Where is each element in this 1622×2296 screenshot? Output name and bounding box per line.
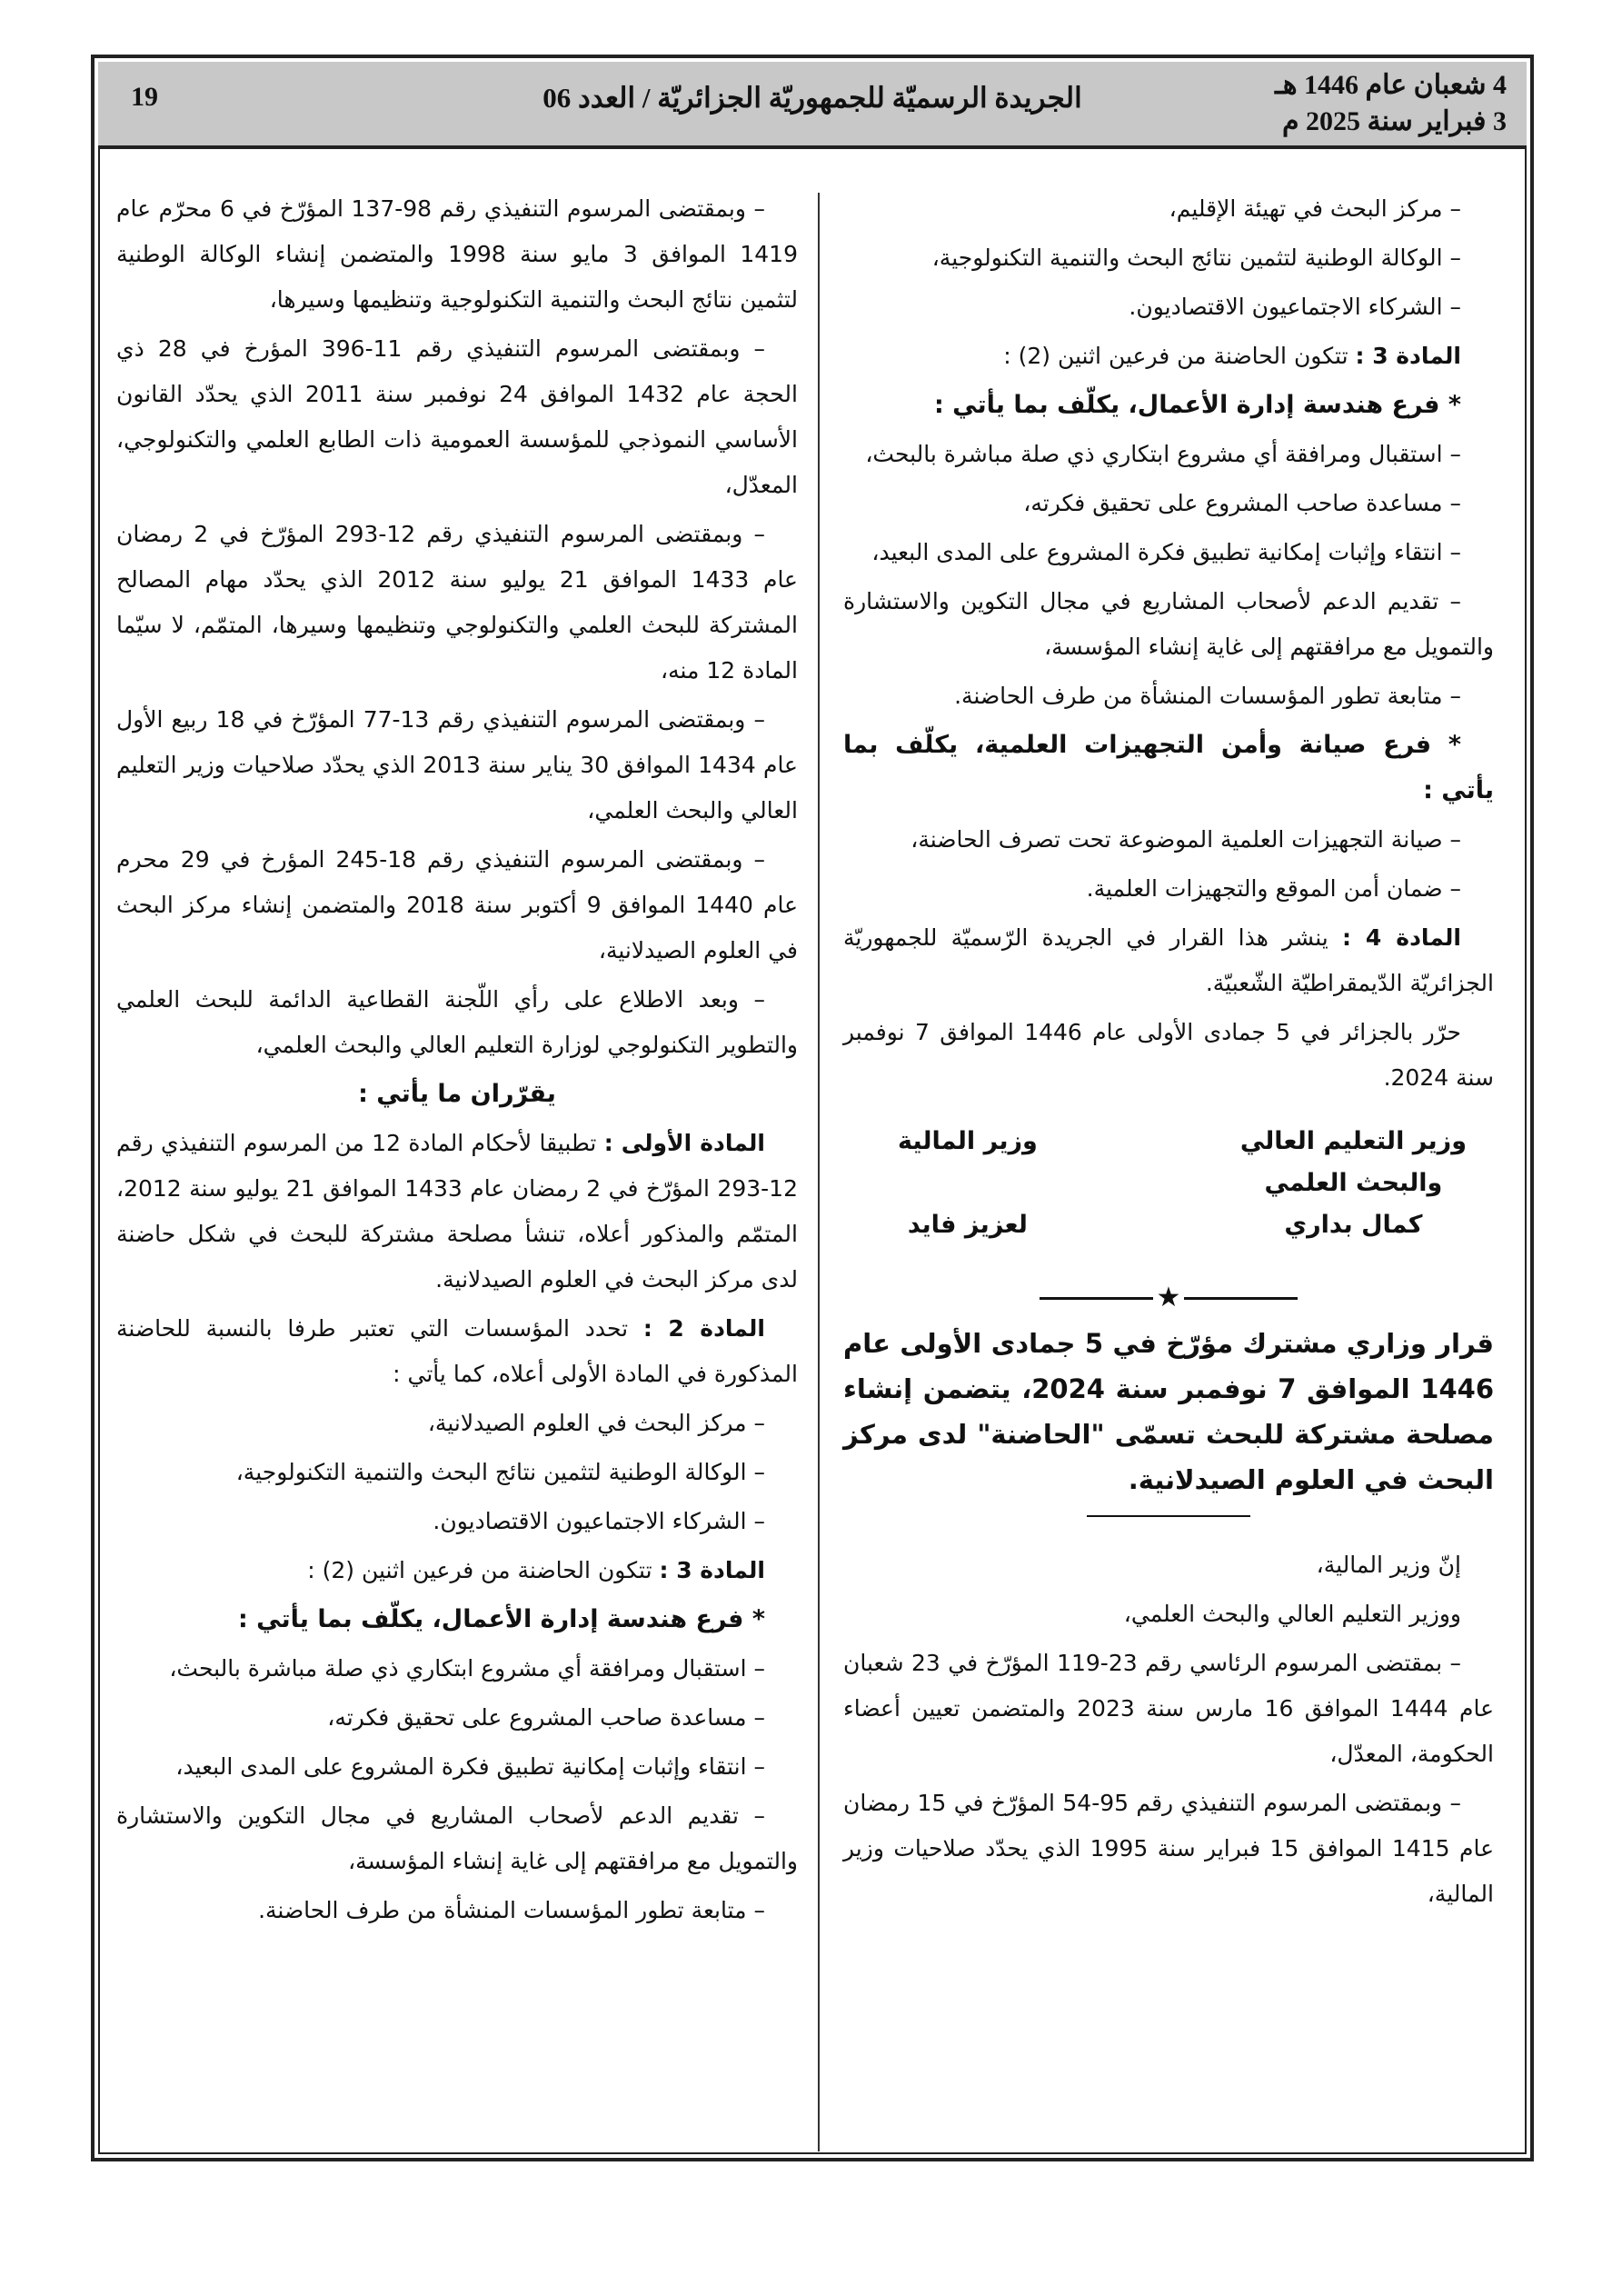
paragraph [843,1542,1494,1588]
paragraph-text: حرّر بالجزائر في 5 جمادى الأولى عام 1446 الموافق 7 نوفمبر سنة 2024. [843,1019,1494,1091]
separator-line [1040,1297,1153,1300]
paragraph-text: – الشركاء الاجتماعيون الاقتصاديون. [1129,294,1461,320]
paragraph [116,1597,798,1642]
paragraph-text: يكلّف بما يأتي : [237,1605,433,1633]
paragraph-text: – تقديم الدعم لأصحاب المشاريع في مجال التكوين والاستشارة والتمويل مع مرافقتهم إلى غاية إنشاء المؤسسة، [843,588,1494,660]
left-column-text [116,186,798,1933]
paragraph-text: – تقديم الدعم لأصحاب المشاريع في مجال التكوين والاستشارة والتمويل مع مرافقتهم إلى غاية إنشاء المؤسسة، [116,1802,798,1874]
right-column-bottom-text [843,1542,1494,1917]
paragraph [116,1695,798,1741]
paragraph-text: – مركز البحث في العلوم الصيدلانية، [427,1410,765,1436]
paragraph [843,1592,1494,1637]
paragraph [843,1010,1494,1101]
paragraph-text: – وبمقتضى المرسوم التنفيذي رقم 12-293 المؤرّخ في 2 رمضان عام 1433 الموافق 21 يوليو سنة 2012 الذي يحدّد مهام المصالح المشتركة للبحث العلمي والتكنولوجي وتنظيمها وسيرها، المتمّم، لا سيّما المادة 12 منه، [116,521,798,684]
paragraph-text: تتكون الحاضنة من فرعين اثنين (2) : [307,1557,660,1583]
paragraph-text: – استقبال ومرافقة أي مشروع ابتكاري ذي صلة مباشرة بالبحث، [169,1655,765,1682]
signature-title: وزير التعليم العالي [1239,1127,1467,1155]
paragraph-text: – الوكالة الوطنية لتثمين نتائج البحث والتنمية التكنولوجية، [235,1459,765,1485]
paragraph [116,1499,798,1544]
paragraph [843,579,1494,670]
paragraph [843,915,1494,1006]
paragraph [116,697,798,834]
paragraph-text: – وبمقتضى المرسوم التنفيذي رقم 95-54 المؤرّخ في 15 رمضان عام 1415 الموافق 15 فبراير سنة 1995 الذي يحدّد صلاحيات وزير المالية، [843,1790,1494,1907]
paragraph-text: – وبمقتضى المرسوم التنفيذي رقم 11-396 المؤرخ في 28 ذي الحجة عام 1432 الموافق 24 نوفمبر سنة 2011 الذي يحدّد القانون الأساسي النموذجي للمؤسسة العمومية ذات الطابع العلمي والتكنولوجي، المعدّل، [116,335,798,498]
paragraph [843,530,1494,575]
paragraph-text: تطبيقا لأحكام المادة 12 من المرسوم التنفيذي رقم 12-293 المؤرّخ في 2 رمضان عام 1433 الموافق 21 يوليو سنة 2012، المتمّم والمذكور أعلاه، تنشأ مصلحة مشتركة للبحث في شكل حاضنة لدى مركز البحث في العلوم الصيدلانية. [116,1130,798,1293]
paragraph [116,1744,798,1790]
article-label: المادة الأولى : [603,1130,765,1156]
paragraph [116,1401,798,1446]
paragraph-text: – مساعدة صاحب المشروع على تحقيق فكرته، [327,1704,765,1731]
signatures [898,1121,1467,1246]
paragraph [116,186,798,323]
paragraph [116,512,798,694]
paragraph-text: – متابعة تطور المؤسسات المنشأة من طرف الحاضنة. [258,1897,765,1923]
paragraph-text: – الشركاء الاجتماعيون الاقتصاديون. [433,1508,765,1534]
gregorian-date: 3 فبراير سنة 2025 م [1281,106,1507,136]
paragraph-text: تتكون الحاضنة من فرعين اثنين (2) : [1003,343,1356,369]
paragraph-text: – انتقاء وإثبات إمكانية تطبيق فكرة المشروع على المدى البعيد، [871,539,1461,565]
paragraph [116,1888,798,1933]
paragraph-text: – انتقاء وإثبات إمكانية تطبيق فكرة المشروع على المدى البعيد، [175,1753,765,1780]
paragraph [843,334,1494,379]
article-label: المادة 4 : [1341,924,1461,951]
article-label: المادة 3 : [1355,343,1461,369]
signature-title: والبحث العلمي [1264,1169,1443,1197]
paragraph-text: إنّ وزير المالية، [1316,1552,1461,1578]
right-column-top-text [843,186,1494,1101]
article-label: يقرّران ما يأتي : [358,1080,556,1108]
paragraph-text: – متابعة تطور المؤسسات المنشأة من طرف الحاضنة. [954,683,1461,709]
paragraph-text: – وبعد الاطلاع على رأي اللّجنة القطاعية الدائمة للبحث العلمي والتطوير التكنولوجي لوزارة التعليم العالي والبحث العلمي، [116,986,798,1058]
paragraph-text: – استقبال ومرافقة أي مشروع ابتكاري ذي صلة مباشرة بالبحث، [865,441,1461,467]
paragraph [843,817,1494,863]
decree-title: قرار وزاري مشترك مؤرّخ في 5 جمادى الأولى عام 1446 الموافق 7 نوفمبر سنة 2024، يتضمن إنشاء مصلحة مشتركة للبحث تسمّى "الحاضنة" لدى مركز البحث في العلوم الصيدلانية. [843,1328,1494,1495]
signature-finance-minister [898,1121,1038,1246]
paragraph-text: – مركز البحث في تهيئة الإقليم، [1169,195,1461,222]
signature-higher-education-minister [1240,1121,1467,1246]
paragraph [843,674,1494,719]
paragraph [116,1646,798,1692]
paragraph-text: – وبمقتضى المرسوم التنفيذي رقم 98-137 المؤرّخ في 6 محرّم عام 1419 الموافق 3 مايو سنة 1998 والمتضمن إنشاء الوكالة الوطنية لتثمين نتائج البحث والتنمية التكنولوجية وتنظيمها وسيرها، [116,195,798,313]
star-separator [843,1284,1494,1312]
paragraph-text: – وبمقتضى المرسوم التنفيذي رقم 13-77 المؤرّخ في 18 ربيع الأول عام 1434 الموافق 30 يناير سنة 2013 الذي يحدّد صلاحيات وزير التعليم العالي والبحث العلمي، [116,706,798,824]
paragraph-text: – صيانة التجهيزات العلمية الموضوعة تحت تصرف الحاضنة، [911,826,1461,853]
article-label: * فرع هندسة إدارة الأعمال، [1128,391,1461,419]
paragraph-text: تحدد المؤسسات التي تعتبر طرفا بالنسبة للحاضنة المذكورة في المادة الأولى أعلاه، كما يأتي : [116,1315,798,1387]
page-header [98,62,1527,149]
paragraph [116,1121,798,1303]
article-label: المادة 3 : [659,1557,765,1583]
signature-name: كمال بداري [1284,1211,1423,1239]
signature-title: وزير المالية [898,1127,1038,1155]
journal-title: الجريدة الرسميّة للجمهوريّة الجزائريّة / العدد 06 [542,82,1082,114]
paragraph [116,1450,798,1495]
paragraph-text: يكلّف بما يأتي : [933,391,1129,419]
paragraph-text: ينشر هذا القرار في الجريدة الرّسميّة للجمهوريّة الجزائريّة الدّيمقراطيّة الشّعبيّة. [843,924,1494,996]
paragraph [843,186,1494,232]
star-icon: ★ [1156,1282,1181,1313]
paragraph [116,837,798,973]
paragraph [843,866,1494,912]
article-label: * فرع هندسة إدارة الأعمال، [432,1605,765,1633]
paragraph-text: – مساعدة صاحب المشروع على تحقيق فكرته، [1023,490,1461,516]
paragraph [843,383,1494,428]
paragraph [843,1781,1494,1917]
right-column [843,186,1494,1921]
paragraph [843,1641,1494,1777]
paragraph-text: – بمقتضى المرسوم الرئاسي رقم 23-119 المؤرّخ في 23 شعبان عام 1444 الموافق 16 مارس سنة 2023 والمتضمن تعيين أعضاء الحكومة، المعدّل، [843,1650,1494,1767]
paragraph [843,285,1494,330]
paragraph [843,235,1494,281]
paragraph [116,977,798,1068]
paragraph [116,1793,798,1884]
hijri-date: 4 شعبان عام 1446 هـ [1274,70,1507,100]
page-number: 19 [131,82,158,112]
left-column [116,186,798,1937]
article-label: * فرع صيانة وأمن التجهيزات العلمية، [974,731,1461,759]
paragraph [116,1072,798,1117]
separator-line [1184,1297,1298,1300]
column-divider [818,193,820,2151]
article-label: المادة 2 : [642,1315,765,1342]
paragraph [116,1306,798,1397]
signature-name: لعزيز فايد [907,1211,1028,1239]
paragraph-text: – وبمقتضى المرسوم التنفيذي رقم 18-245 المؤرخ في 29 محرم عام 1440 الموافق 9 أكتوبر سنة 2018 والمتضمن إنشاء مركز البحث في العلوم الصيدلانية، [116,846,798,963]
paragraph [843,432,1494,477]
paragraph [116,326,798,508]
paragraph [116,1548,798,1593]
paragraph-text: – ضمان أمن الموقع والتجهيزات العلمية. [1086,875,1461,902]
paragraph [843,481,1494,526]
paragraph-text: يكلّف بما يأتي : [843,731,1494,804]
paragraph [843,723,1494,814]
paragraph-text: – الوكالة الوطنية لتثمين نتائج البحث والتنمية التكنولوجية، [931,245,1461,271]
title-underline [1087,1515,1250,1517]
paragraph-text: ووزير التعليم العالي والبحث العلمي، [1123,1601,1461,1627]
